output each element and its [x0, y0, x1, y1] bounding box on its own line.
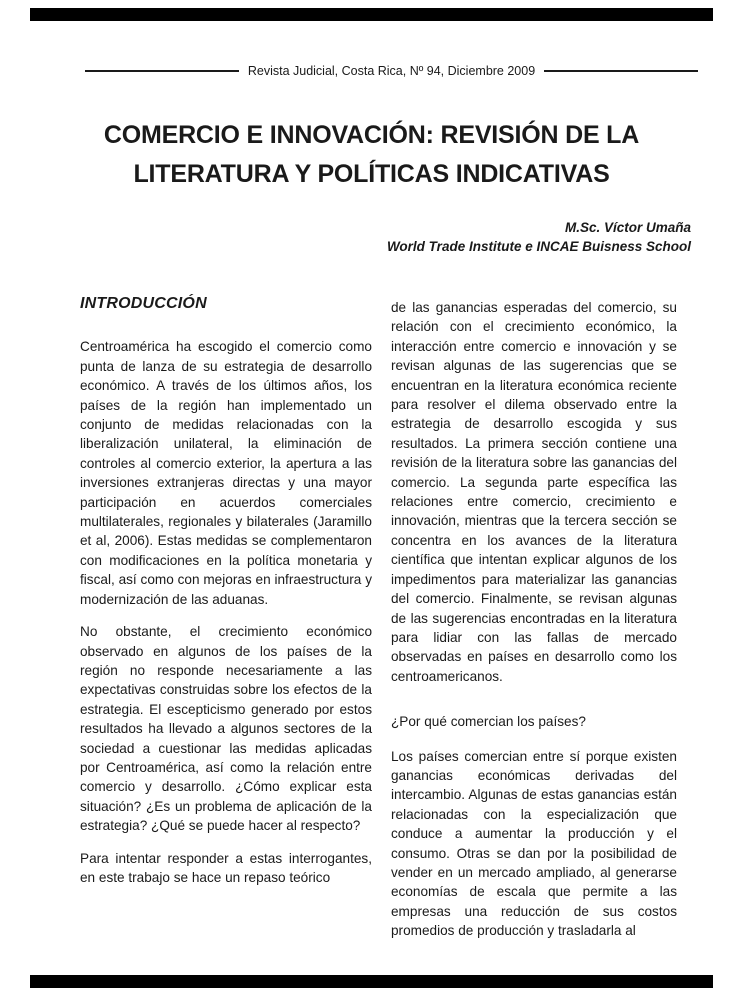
top-scan-bar	[30, 8, 713, 21]
journal-header	[85, 64, 698, 78]
journal-header-text: Revista Judicial, Costa Rica, Nº 94, Diciembre 2009	[247, 64, 536, 78]
left-column	[80, 294, 372, 954]
author-name: M.Sc. Víctor Umaña	[564, 220, 691, 235]
right-column	[391, 294, 677, 954]
article-title-line2: LITERATURA Y POLÍTICAS INDICATIVAS	[133, 160, 610, 188]
article-body	[80, 294, 677, 954]
paragraph: Los países comercian entre sí porque existen ganancias económicas derivadas del intercambio. Algunas de estas ganancias están relacionadas con la especialización que conduce a aumentar la producción y el consumo. Otras se dan por la posibilidad de vender en un mercado ampliado, al generarse economías de escala que permite a las empresas una reducción de sus costos promedios de producción y trasladarla al	[391, 748, 677, 939]
intro-heading: INTRODUCCIÓN	[80, 295, 207, 312]
author-affiliation: World Trade Institute e INCAE Buisness School	[386, 239, 691, 254]
header-rule-left	[85, 70, 239, 72]
paragraph: de las ganancias esperadas del comercio, su relación con el crecimiento económico, la interacción entre comercio e innovación y se revisan algunas de las sugerencias que se encuentran en la literatura económica reciente para resolver el dilema observado entre la estrategia de desarrollo escogida y sus resultados. La primera sección contiene una revisión de la literatura sobre las ganancias del comercio. La segunda parte específica las relaciones entre comercio, crecimiento e innovación, mientras que la tercera sección se concentra en los avances de la literatura científica que intentan explicar algunos de los impedimentos para materializar las ganancias del comercio. Finalmente, se revisan algunas de las sugerencias encontradas en la literatura para lidiar con las fallas de mercado observadas en países en desarrollo como los centroamericanos.	[391, 300, 677, 684]
header-rule-right	[544, 70, 698, 72]
article-title-line1: COMERCIO E INNOVACIÓN: REVISIÓN DE LA	[103, 121, 640, 149]
paragraph: Para intentar responder a estas interrogantes, en este trabajo se hace un repaso teórico	[80, 850, 372, 885]
section-question-heading: ¿Por qué comercian los países?	[391, 714, 586, 730]
paragraph: Centroamérica ha escogido el comercio como punta de lanza de su estrategia de desarrollo económico. A través de los últimos años, los países de la región han implementado un conjunto de medidas relacionadas con la liberalización unilateral, la eliminación de controles al comercio exterior, la apertura a las inversiones extranjeras directas y una mayor participación en acuerdos comerciales multilaterales, regionales y bilaterales (Jaramillo et al, 2006). Estas medidas se complementaron con modificaciones en la política monetaria y fiscal, así como con mejoras en infraestructura y modernización de las aduanas.	[80, 339, 372, 607]
author-block	[387, 218, 691, 256]
article-title	[0, 116, 743, 194]
bottom-scan-bar	[30, 975, 713, 988]
paragraph: No obstante, el crecimiento económico observado en algunos de los países de la región no responde necesariamente a las expectativas construidas sobre los efectos de la estrategia. El escepticismo generado por estos resultados ha llevado a algunos sectores de la sociedad a cuestionar las medidas aplicadas por Centroamérica, así como la relación entre comercio y desarrollo. ¿Cómo explicar esta situación? ¿Es un problema de aplicación de la estrategia? ¿Qué se puede hacer al respecto?	[80, 624, 372, 834]
